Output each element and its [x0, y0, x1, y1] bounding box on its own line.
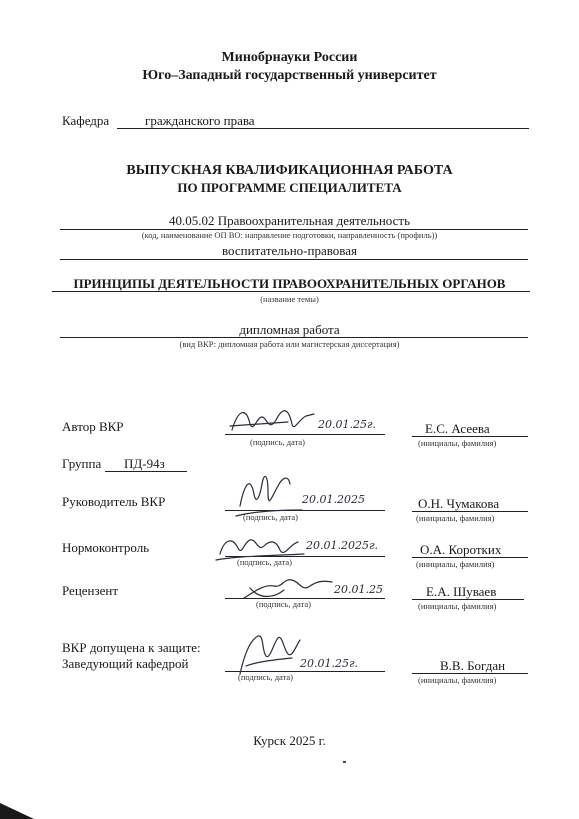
supervisor-signature-caption: (подпись, дата) — [243, 512, 299, 522]
head-name-line — [412, 673, 528, 674]
topic-underline — [52, 291, 530, 292]
supervisor-label: Руководитель ВКР — [62, 494, 166, 509]
admission-signature-caption: (подпись, дата) — [238, 672, 294, 682]
admission-date: 20.01.25г. — [300, 657, 359, 670]
group-value: ПД-94з — [124, 456, 165, 471]
work-title-line1: ВЫПУСКНАЯ КВАЛИФИКАЦИОННАЯ РАБОТА — [126, 163, 453, 178]
supervisor-name: О.Н. Чумакова — [418, 496, 500, 511]
author-signature-caption: (подпись, дата) — [250, 437, 306, 447]
author-name-line — [412, 436, 528, 437]
supervisor-name-caption: (инициалы, фамилия) — [416, 513, 495, 523]
ministry-heading: Минобрнауки России — [221, 50, 358, 65]
normcontrol-date: 20.01.2025г. — [306, 539, 379, 552]
work-title-line2: ПО ПРОГРАММЕ СПЕЦИАЛИТЕТА — [177, 180, 402, 195]
supervisor-date: 20.01.2025 — [302, 493, 365, 506]
author-date: 20.01.25г. — [318, 418, 377, 431]
program-profile: воспитательно-правовая — [222, 243, 357, 258]
profile-underline — [60, 259, 528, 260]
group-label: Группа — [62, 456, 102, 471]
admission-label: ВКР допущена к защите: — [62, 640, 201, 655]
department-label: Кафедра — [62, 113, 110, 128]
head-name-caption: (инициалы, фамилия) — [418, 675, 497, 685]
work-type-value: дипломная работа — [239, 322, 340, 337]
topic-caption: (название темы) — [260, 294, 319, 304]
scan-corner-shadow — [0, 803, 34, 819]
scan-speck — [343, 761, 346, 763]
group-underline — [105, 471, 187, 472]
normcontrol-name-line — [412, 557, 528, 558]
reviewer-date: 20.01.25 — [334, 583, 383, 596]
reviewer-signature-caption: (подпись, дата) — [256, 599, 312, 609]
work-type-caption: (вид ВКР: дипломная работа или магистерская диссертация) — [179, 339, 400, 349]
normcontrol-name-caption: (инициалы, фамилия) — [416, 559, 495, 569]
reviewer-name-line — [412, 599, 524, 600]
normcontrol-name: О.А. Коротких — [420, 542, 502, 557]
normcontrol-label: Нормоконтроль — [62, 540, 150, 555]
city-year: Курск 2025 г. — [253, 733, 326, 748]
department-value: гражданского права — [145, 113, 255, 128]
head-of-department-name: В.В. Богдан — [440, 658, 506, 673]
normcontrol-signature-caption: (подпись, дата) — [237, 557, 293, 567]
reviewer-label: Рецензент — [62, 583, 119, 598]
author-signature — [228, 400, 318, 440]
reviewer-name-caption: (инициалы, фамилия) — [418, 601, 497, 611]
work-type-underline — [60, 337, 528, 338]
head-of-department-label: Заведующий кафедрой — [62, 656, 189, 671]
supervisor-name-line — [412, 511, 528, 512]
reviewer-name: Е.А. Шуваев — [426, 584, 497, 599]
author-name: Е.С. Асеева — [425, 421, 490, 436]
university-heading: Юго–Западный государственный университет — [142, 68, 437, 83]
program-caption: (код, наименование ОП ВО: направление подготовки, направленность (профиль)) — [141, 230, 438, 240]
program-code-name: 40.05.02 Правоохранительная деятельность — [168, 213, 411, 228]
author-label: Автор ВКР — [62, 419, 124, 434]
topic-value: ПРИНЦИПЫ ДЕЯТЕЛЬНОСТИ ПРАВООХРАНИТЕЛЬНЫХ ОРГАНОВ — [73, 276, 506, 291]
author-name-caption: (инициалы, фамилия) — [418, 438, 497, 448]
